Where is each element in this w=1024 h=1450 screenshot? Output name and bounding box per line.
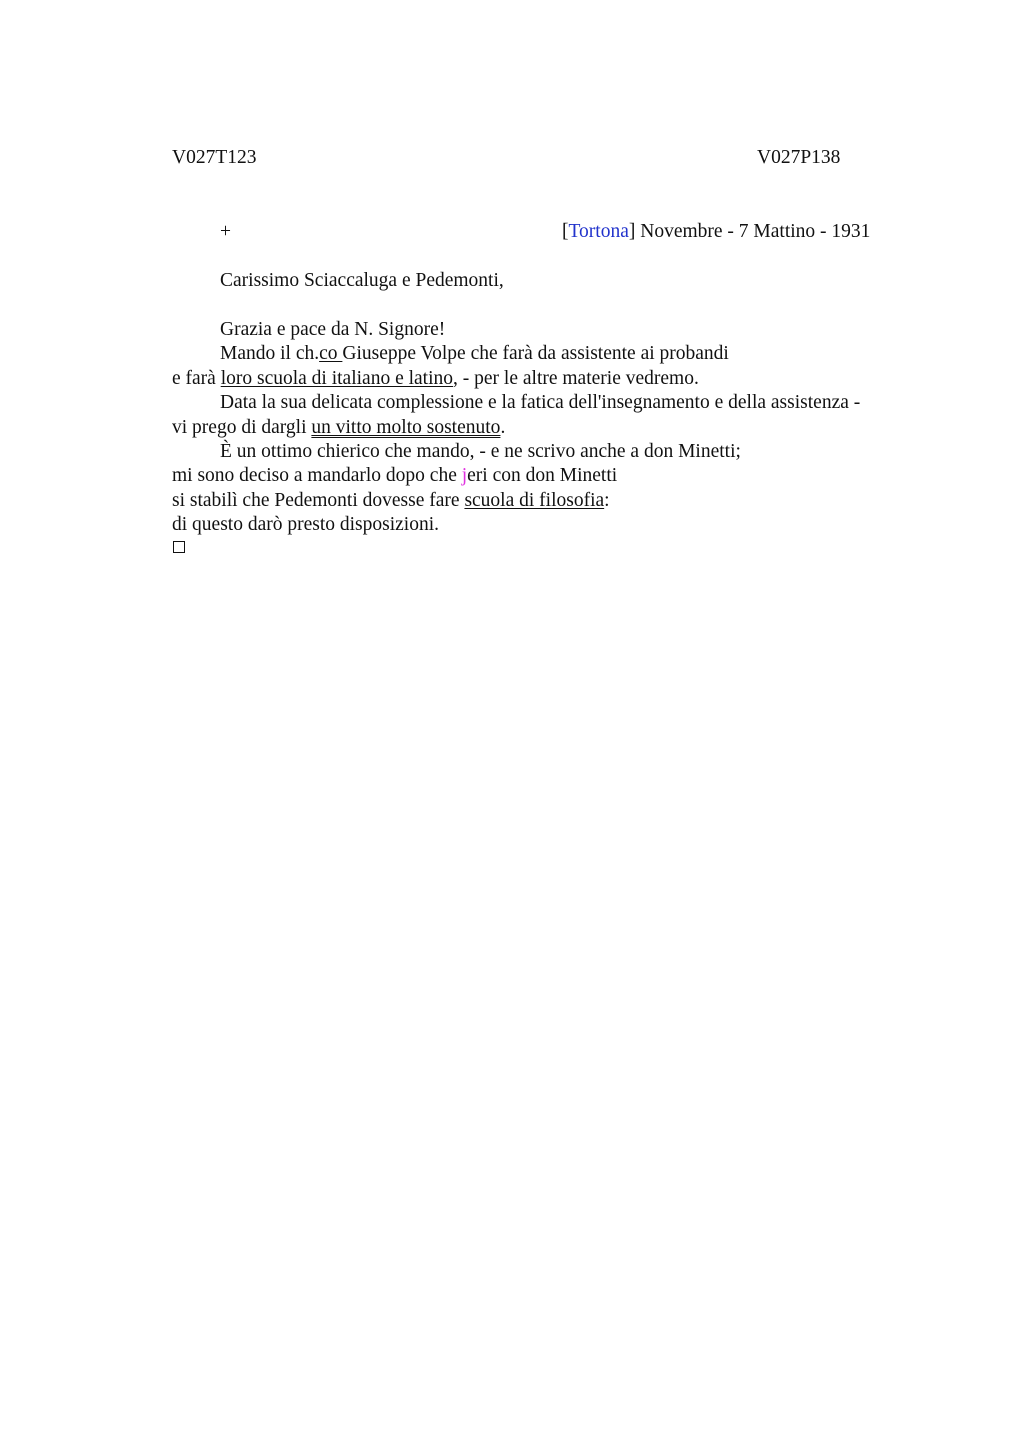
date-rest: Novembre - 7 Mattino - 1931 xyxy=(635,221,871,242)
greeting: Grazia e pace da N. Signore! xyxy=(220,319,446,340)
body-line-6 xyxy=(172,464,617,488)
cross-mark: + xyxy=(220,221,231,242)
text-run: vi prego di dargli xyxy=(172,417,312,438)
text-run: mi sono deciso a mandarlo dopo che xyxy=(172,465,462,486)
highlighted-letter: j xyxy=(461,465,468,486)
text-run: Mando il ch. xyxy=(220,343,320,364)
page-code-right: V027P138 xyxy=(757,147,841,168)
letter-date xyxy=(562,220,870,244)
text-run: : xyxy=(604,490,610,511)
page-code-left: V027T123 xyxy=(172,147,257,168)
date-bracket-close: ] xyxy=(628,221,636,242)
date-bracket-open: [ xyxy=(562,221,569,242)
body-line-4 xyxy=(172,416,505,440)
double-underlined-text: un vitto molto sostenuto xyxy=(311,417,501,438)
text-run: , - per le altre materie vedremo. xyxy=(453,368,699,389)
text-run: eri con don Minetti xyxy=(467,465,618,486)
body-line-3: Data la sua delicata complessione e la fatica dell'insegnamento e della assistenza - xyxy=(220,392,861,413)
body-line-8: di questo darò presto disposizioni. xyxy=(172,514,440,535)
body-line-1 xyxy=(220,342,729,366)
text-run: si stabilì che Pedemonti dovesse fare xyxy=(172,490,465,511)
date-place: Tortona xyxy=(568,221,629,242)
underlined-text: loro scuola di italiano e latino xyxy=(220,368,454,389)
text-run: . xyxy=(500,417,506,438)
body-line-5: È un ottimo chierico che mando, - e ne scrivo anche a don Minetti; xyxy=(220,441,741,462)
underlined-text: co xyxy=(319,343,343,364)
salutation: Carissimo Sciaccaluga e Pedemonti, xyxy=(220,270,504,291)
underlined-text: scuola di filosofia xyxy=(464,490,605,511)
text-run: Giuseppe Volpe che farà da assistente ai probandi xyxy=(342,343,729,364)
text-run: e farà xyxy=(172,368,221,389)
square-outline-icon xyxy=(173,541,185,553)
body-line-2 xyxy=(172,367,699,391)
body-line-7 xyxy=(172,489,610,513)
